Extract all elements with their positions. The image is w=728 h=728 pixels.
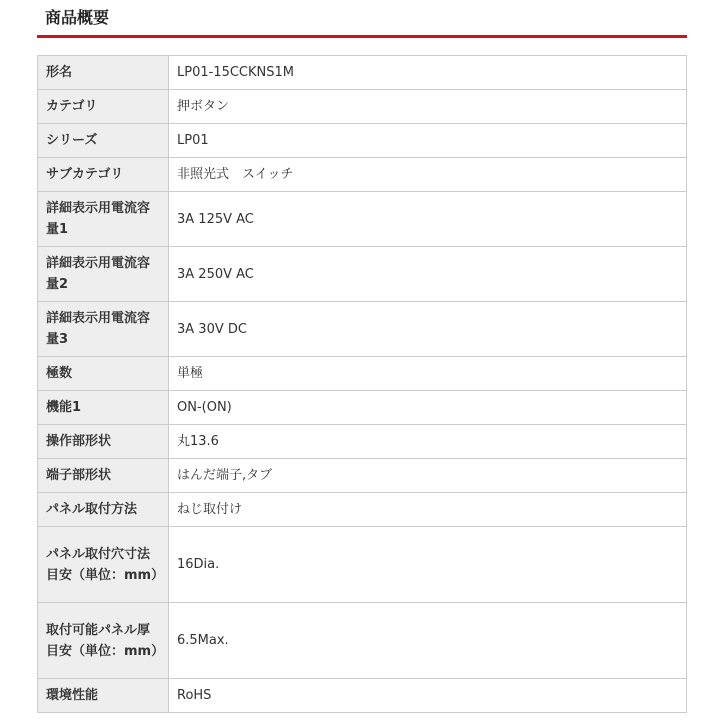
spec-key: 詳細表示用電流容量1: [38, 192, 169, 247]
spec-key: 詳細表示用電流容量2: [38, 247, 169, 302]
table-row: [38, 425, 687, 459]
spec-key: 極数: [38, 357, 169, 391]
spec-value: はんだ端子,タブ: [169, 459, 687, 493]
spec-value: ON-(ON): [169, 391, 687, 425]
spec-value: 3A 125V AC: [169, 192, 687, 247]
table-row: [38, 302, 687, 357]
spec-key: カテゴリ: [38, 90, 169, 124]
spec-value: 押ボタン: [169, 90, 687, 124]
spec-key: パネル取付穴寸法目安（単位：mm）: [38, 527, 169, 603]
spec-value: 単極: [169, 357, 687, 391]
table-row: [38, 391, 687, 425]
spec-key: 操作部形状: [38, 425, 169, 459]
table-row: [38, 679, 687, 713]
table-row: [38, 247, 687, 302]
table-row: [38, 90, 687, 124]
table-row: [38, 192, 687, 247]
table-row: [38, 493, 687, 527]
spec-value: 6.5Max.: [169, 603, 687, 679]
spec-key: シリーズ: [38, 124, 169, 158]
spec-value: 16Dia.: [169, 527, 687, 603]
spec-key: サブカテゴリ: [38, 158, 169, 192]
spec-key: 詳細表示用電流容量3: [38, 302, 169, 357]
spec-key: パネル取付方法: [38, 493, 169, 527]
spec-key: 取付可能パネル厚目安（単位：mm）: [38, 603, 169, 679]
table-row: [38, 459, 687, 493]
table-row: [38, 56, 687, 90]
spec-value: LP01: [169, 124, 687, 158]
table-row: [38, 603, 687, 679]
spec-value: 3A 30V DC: [169, 302, 687, 357]
table-row: [38, 124, 687, 158]
spec-value: 非照光式 スイッチ: [169, 158, 687, 192]
spec-key: 環境性能: [38, 679, 169, 713]
header-divider: [37, 35, 687, 38]
spec-key: 機能1: [38, 391, 169, 425]
table-row: [38, 357, 687, 391]
spec-value: ねじ取付け: [169, 493, 687, 527]
section-header: [37, 0, 687, 40]
spec-table: [37, 55, 687, 713]
spec-key: 形名: [38, 56, 169, 90]
table-row: [38, 158, 687, 192]
spec-value: 丸13.6: [169, 425, 687, 459]
spec-value: RoHS: [169, 679, 687, 713]
spec-key: 端子部形状: [38, 459, 169, 493]
section-title: 商品概要: [45, 8, 110, 27]
table-row: [38, 527, 687, 603]
spec-value: LP01-15CCKNS1M: [169, 56, 687, 90]
spec-value: 3A 250V AC: [169, 247, 687, 302]
